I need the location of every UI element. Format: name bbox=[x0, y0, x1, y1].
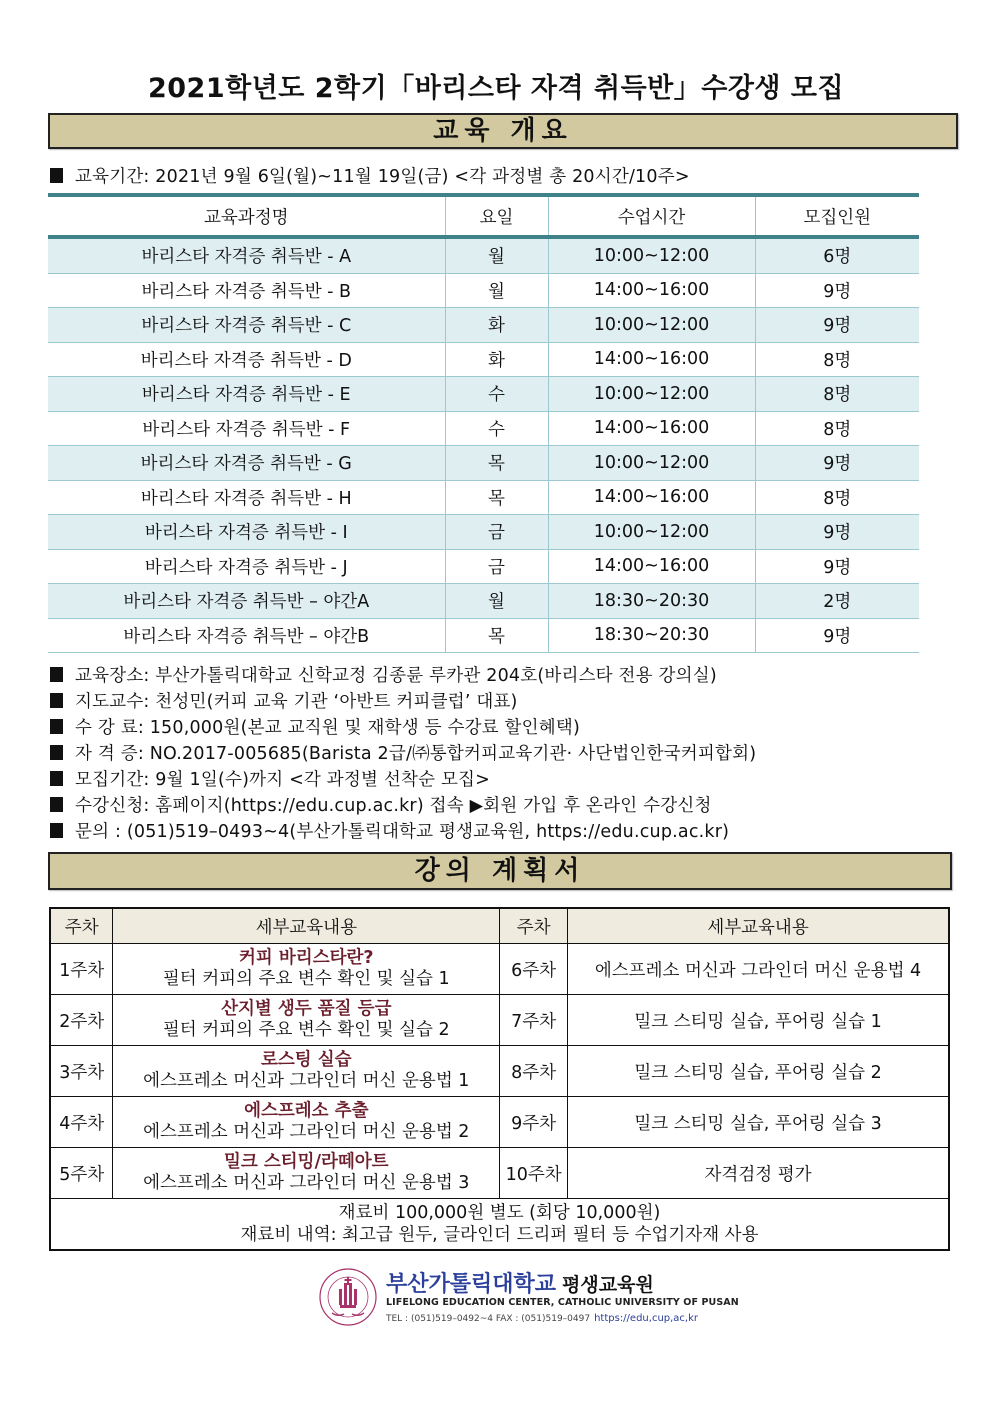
week-content bbox=[113, 944, 500, 995]
week-label: 9주차 bbox=[500, 1097, 568, 1148]
bullet-square-icon bbox=[50, 719, 63, 734]
course-count: 2명 bbox=[755, 584, 919, 619]
info-label: 수 강 료: bbox=[75, 718, 144, 738]
week-label: 4주차 bbox=[50, 1097, 113, 1148]
info-contact bbox=[50, 818, 729, 843]
course-name: 바리스타 자격증 취득반 - C bbox=[48, 308, 445, 343]
week-content bbox=[113, 995, 500, 1046]
header-detail-right: 세부교육내용 bbox=[568, 908, 949, 944]
week-detail: 자격검정 평가 bbox=[568, 1148, 949, 1199]
week-detail: 밀크 스티밍 실습, 푸어링 실습 1 bbox=[568, 995, 949, 1046]
period-value: 2021년 9월 6일(월)~11월 19일(금) <각 과정별 총 20시간/10주> bbox=[155, 167, 690, 187]
course-day: 목 bbox=[445, 446, 548, 481]
university-name: 부산가톨릭대학교 bbox=[386, 1272, 557, 1297]
university-emblem-icon bbox=[318, 1267, 378, 1327]
contact-numbers: TEL : (051)519–0492~4 FAX : (051)519–0497 bbox=[386, 1314, 591, 1324]
week-label: 2주차 bbox=[50, 995, 113, 1046]
table-row bbox=[48, 342, 919, 377]
course-name: 바리스타 자격증 취득반 – 야간B bbox=[48, 618, 445, 653]
lecture-plan-table bbox=[49, 907, 950, 1251]
course-day: 월 bbox=[445, 273, 548, 308]
course-name: 바리스타 자격증 취득반 - B bbox=[48, 273, 445, 308]
bullet-square-icon bbox=[50, 797, 63, 812]
course-time: 14:00~16:00 bbox=[548, 411, 755, 446]
info-label: 문의 : bbox=[75, 822, 122, 842]
footer-contact bbox=[386, 1313, 698, 1324]
course-name: 바리스타 자격증 취득반 – 야간A bbox=[48, 584, 445, 619]
course-time: 14:00~16:00 bbox=[548, 273, 755, 308]
info-registration bbox=[50, 792, 712, 817]
week-detail: 필터 커피의 주요 변수 확인 및 실습 2 bbox=[162, 1020, 450, 1040]
table-row bbox=[48, 377, 919, 412]
week-topic: 로스팅 실습 bbox=[260, 1050, 352, 1070]
table-row bbox=[48, 515, 919, 550]
material-fee-row bbox=[50, 1199, 949, 1251]
overview-banner: 교육 개요 bbox=[48, 113, 958, 149]
plan-table-header bbox=[50, 908, 949, 944]
course-name: 바리스타 자격증 취득반 - H bbox=[48, 480, 445, 515]
course-time: 14:00~16:00 bbox=[548, 549, 755, 584]
week-label: 8주차 bbox=[500, 1046, 568, 1097]
course-day: 수 bbox=[445, 411, 548, 446]
week-content bbox=[113, 1046, 500, 1097]
table-row bbox=[50, 1148, 949, 1199]
course-day: 금 bbox=[445, 549, 548, 584]
period-line bbox=[50, 163, 690, 188]
course-time: 14:00~16:00 bbox=[548, 480, 755, 515]
institution-name-en: LIFELONG EDUCATION CENTER, CATHOLIC UNIVERSITY OF PUSAN bbox=[386, 1297, 739, 1308]
course-count: 9명 bbox=[755, 273, 919, 308]
info-value: 150,000원(본교 교직원 및 재학생 등 수강료 할인혜택) bbox=[149, 718, 580, 738]
week-label: 3주차 bbox=[50, 1046, 113, 1097]
footer-url-link[interactable]: https://edu,cup,ac,kr bbox=[594, 1313, 699, 1324]
week-detail: 에스프레소 머신과 그라인더 머신 운용법 3 bbox=[143, 1173, 470, 1193]
course-name: 바리스타 자격증 취득반 - I bbox=[48, 515, 445, 550]
info-instructor bbox=[50, 688, 518, 713]
week-detail: 밀크 스티밍 실습, 푸어링 실습 3 bbox=[568, 1097, 949, 1148]
institution-name bbox=[386, 1267, 654, 1298]
course-time: 10:00~12:00 bbox=[548, 377, 755, 412]
header-week-left: 주차 bbox=[50, 908, 113, 944]
course-count: 8명 bbox=[755, 411, 919, 446]
week-label: 5주차 bbox=[50, 1148, 113, 1199]
course-count: 9명 bbox=[755, 308, 919, 343]
course-name: 바리스타 자격증 취득반 - F bbox=[48, 411, 445, 446]
week-label: 10주차 bbox=[500, 1148, 568, 1199]
week-label: 7주차 bbox=[500, 995, 568, 1046]
info-label: 지도교수: bbox=[75, 692, 150, 712]
plan-banner: 강의 계획서 bbox=[48, 852, 952, 890]
course-time: 18:30~20:30 bbox=[548, 618, 755, 653]
table-row bbox=[48, 411, 919, 446]
info-value: (051)519–0493~4(부산가톨릭대학교 평생교육원, https://edu.cup.ac.kr) bbox=[126, 822, 730, 842]
footer-logo bbox=[318, 1265, 739, 1335]
material-fee-line1: 재료비 100,000원 별도 (회당 10,000원) bbox=[338, 1203, 661, 1223]
course-count: 9명 bbox=[755, 515, 919, 550]
course-time: 10:00~12:00 bbox=[548, 446, 755, 481]
info-label: 모집기간: bbox=[75, 770, 150, 790]
course-time: 10:00~12:00 bbox=[548, 308, 755, 343]
course-day: 화 bbox=[445, 308, 548, 343]
course-day: 월 bbox=[445, 237, 548, 273]
info-label: 자 격 증: bbox=[75, 744, 144, 764]
table-row bbox=[48, 549, 919, 584]
course-time: 10:00~12:00 bbox=[548, 515, 755, 550]
header-week-right: 주차 bbox=[500, 908, 568, 944]
week-detail: 에스프레소 머신과 그라인더 머신 운용법 1 bbox=[143, 1071, 470, 1091]
course-name: 바리스타 자격증 취득반 - D bbox=[48, 342, 445, 377]
table-row bbox=[48, 584, 919, 619]
info-value: 9월 1일(수)까지 <각 과정별 선착순 모집> bbox=[155, 770, 491, 790]
course-day: 수 bbox=[445, 377, 548, 412]
info-recruit-period bbox=[50, 766, 490, 791]
info-label: 수강신청: bbox=[75, 796, 150, 816]
bullet-square-icon bbox=[50, 693, 63, 708]
info-value: 홈페이지(https://edu.cup.ac.kr) 접속 ▶회원 가입 후 온라인 수강신청 bbox=[155, 796, 712, 816]
course-count: 8명 bbox=[755, 342, 919, 377]
course-count: 9명 bbox=[755, 446, 919, 481]
info-location bbox=[50, 662, 717, 687]
info-label: 교육장소: bbox=[75, 666, 150, 686]
course-name: 바리스타 자격증 취득반 - J bbox=[48, 549, 445, 584]
course-day: 금 bbox=[445, 515, 548, 550]
period-label: 교육기간: bbox=[75, 167, 150, 187]
header-course-name: 교육과정명 bbox=[48, 195, 445, 237]
week-content bbox=[113, 1097, 500, 1148]
course-day: 화 bbox=[445, 342, 548, 377]
bullet-square-icon bbox=[50, 823, 63, 838]
course-day: 목 bbox=[445, 480, 548, 515]
week-topic: 밀크 스티밍/라떼아트 bbox=[223, 1152, 389, 1172]
course-name: 바리스타 자격증 취득반 - E bbox=[48, 377, 445, 412]
info-value: NO.2017-005685(Barista 2급/㈜통합커피교육기관· 사단법인한국커피합회) bbox=[149, 744, 757, 764]
week-topic: 에스프레소 추출 bbox=[244, 1101, 369, 1121]
table-row bbox=[50, 1046, 949, 1097]
info-certificate bbox=[50, 740, 756, 765]
week-topic: 산지별 생두 품질 등급 bbox=[221, 999, 392, 1019]
header-count: 모집인원 bbox=[755, 195, 919, 237]
course-time: 18:30~20:30 bbox=[548, 584, 755, 619]
material-fee-line2: 재료비 내역: 최고급 원두, 글라인더 드리퍼 필터 등 수업기자재 사용 bbox=[240, 1225, 759, 1245]
info-fee bbox=[50, 714, 580, 739]
course-name: 바리스타 자격증 취득반 - A bbox=[48, 237, 445, 273]
center-name: 평생교육원 bbox=[562, 1274, 654, 1296]
course-table-header bbox=[48, 195, 919, 237]
course-day: 월 bbox=[445, 584, 548, 619]
course-time: 14:00~16:00 bbox=[548, 342, 755, 377]
course-count: 9명 bbox=[755, 549, 919, 584]
course-name: 바리스타 자격증 취득반 - G bbox=[48, 446, 445, 481]
header-detail-left: 세부교육내용 bbox=[113, 908, 500, 944]
week-detail: 밀크 스티밍 실습, 푸어링 실습 2 bbox=[568, 1046, 949, 1097]
week-label: 1주차 bbox=[50, 944, 113, 995]
table-row bbox=[48, 273, 919, 308]
course-count: 6명 bbox=[755, 237, 919, 273]
table-row bbox=[48, 618, 919, 653]
info-value: 천성민(커피 교육 기관 ‘아반트 커피클럽’ 대표) bbox=[155, 692, 518, 712]
course-day: 목 bbox=[445, 618, 548, 653]
week-detail: 에스프레소 머신과 그라인더 머신 운용법 2 bbox=[143, 1122, 470, 1142]
week-label: 6주차 bbox=[500, 944, 568, 995]
course-time: 10:00~12:00 bbox=[548, 237, 755, 273]
table-row bbox=[50, 944, 949, 995]
table-row bbox=[50, 1097, 949, 1148]
page-title: 2021학년도 2학기「바리스타 자격 취득반」수강생 모집 bbox=[147, 73, 845, 104]
header-day: 요일 bbox=[445, 195, 548, 237]
material-fee-note bbox=[50, 1199, 949, 1251]
table-row bbox=[48, 308, 919, 343]
bullet-square-icon bbox=[50, 745, 63, 760]
course-table bbox=[48, 193, 919, 653]
header-time: 수업시간 bbox=[548, 195, 755, 237]
course-count: 8명 bbox=[755, 377, 919, 412]
bullet-square-icon bbox=[50, 168, 63, 183]
week-topic: 커피 바리스타란? bbox=[238, 948, 374, 968]
table-row bbox=[48, 480, 919, 515]
info-value: 부산가톨릭대학교 신학교정 김종륜 루카관 204호(바리스타 전용 강의실) bbox=[155, 666, 717, 686]
bullet-square-icon bbox=[50, 771, 63, 786]
course-count: 9명 bbox=[755, 618, 919, 653]
week-content bbox=[113, 1148, 500, 1199]
bullet-square-icon bbox=[50, 667, 63, 682]
table-row bbox=[48, 446, 919, 481]
course-count: 8명 bbox=[755, 480, 919, 515]
table-row bbox=[48, 237, 919, 273]
week-detail: 필터 커피의 주요 변수 확인 및 실습 1 bbox=[162, 969, 450, 989]
week-detail: 에스프레소 머신과 그라인더 머신 운용법 4 bbox=[568, 944, 949, 995]
table-row bbox=[50, 995, 949, 1046]
